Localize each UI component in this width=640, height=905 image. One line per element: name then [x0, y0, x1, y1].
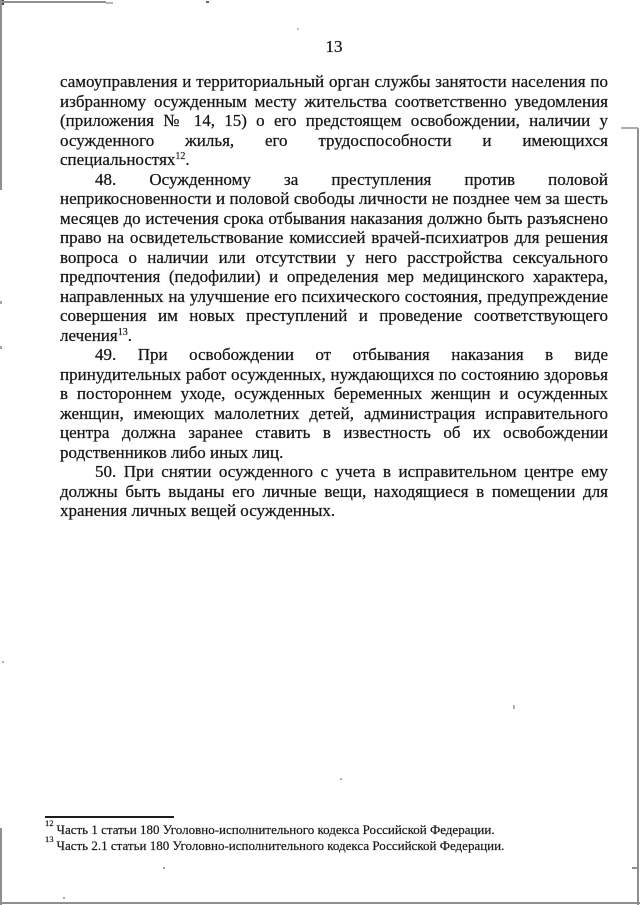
scan-border-top-segment — [106, 2, 113, 4]
paragraph-continuation — [60, 72, 608, 170]
scan-speck — [0, 346, 2, 349]
scan-border-right — [637, 128, 639, 905]
paragraph-text-end: . — [185, 150, 190, 169]
scan-speck — [2, 661, 4, 663]
paragraph-text: самоуправления и территориальный орган службы занятости населения по избранному осужденным месту жительства соответственно уведомления (приложения № 14, 15) о его предстоящем освобождении, наличии у осужденного жилья, его трудоспособности и имеющихся специальностях — [60, 72, 608, 169]
paragraph-text-end: . — [127, 325, 132, 345]
paragraph-50 — [60, 462, 608, 521]
scan-border-left-bottom — [0, 828, 2, 905]
paragraph-text: 49. При освобождении от отбывания наказания в виде принудительных работ осужденных, нуждающихся по состоянию здоровья в постороннем уходе, осужденных беременных женщин и осужденных женщин, имеющих малолетних детей, администрация исправительного центра должна заранее ставить в известность об их освобождении родственников либо иных лиц. — [60, 345, 608, 462]
scan-speck — [163, 867, 165, 869]
footnote-marker: 12 — [45, 817, 54, 828]
scan-speck — [340, 778, 342, 780]
footnote-13 — [45, 833, 615, 854]
scan-speck — [0, 301, 2, 304]
scan-border-bottom — [0, 902, 640, 904]
page-number: 13 — [325, 37, 343, 56]
document-body — [60, 72, 608, 521]
footnote-12 — [45, 817, 615, 838]
scan-border-left — [0, 0, 2, 190]
footnote-separator — [45, 816, 174, 818]
scan-border-top — [0, 1, 106, 3]
footnote-ref-12: 12 — [175, 151, 186, 162]
paragraph-49 — [60, 345, 608, 462]
paragraph-text: 48. Осужденному за преступления против половой неприкосновенности и половой свободы личности не позднее чем за шесть месяцев до истечения срока отбывания наказания должно быть разъяснено право на освидетельствование комиссией врачей-психиатров для решения вопроса о наличии или отсутствии у него расстройства сексуального предпочтения (педофилии) и определения мер медицинского характера, направленных на улучшение его психического состояния, предупреждение совершения им новых преступлений и проведение соответствующего лечения — [60, 169, 608, 345]
footnote-ref-13: 13 — [117, 326, 128, 338]
scan-speck — [63, 897, 65, 899]
scan-border-right-notch — [621, 127, 638, 129]
scan-speck — [513, 705, 515, 709]
scan-speck — [206, 1, 209, 3]
scan-corner-mark — [0, 0, 4, 5]
footnote-text: Часть 2.1 статьи 180 Уголовно-исполнительного кодекса Российской Федерации. — [56, 838, 505, 853]
footnote-text: Часть 1 статьи 180 Уголовно-исполнительного кодекса Российской Федерации. — [56, 822, 495, 837]
footnote-area — [45, 816, 615, 854]
scan-border-right-dash — [632, 867, 639, 869]
paragraph-48 — [60, 170, 608, 346]
scan-speck — [297, 28, 299, 30]
paragraph-text: 50. При снятии осужденного с учета в исправительном центре ему должны быть выданы его личные вещи, находящиеся в помещении для хранения личных вещей осужденных. — [60, 462, 608, 520]
footnote-marker: 13 — [45, 833, 54, 844]
